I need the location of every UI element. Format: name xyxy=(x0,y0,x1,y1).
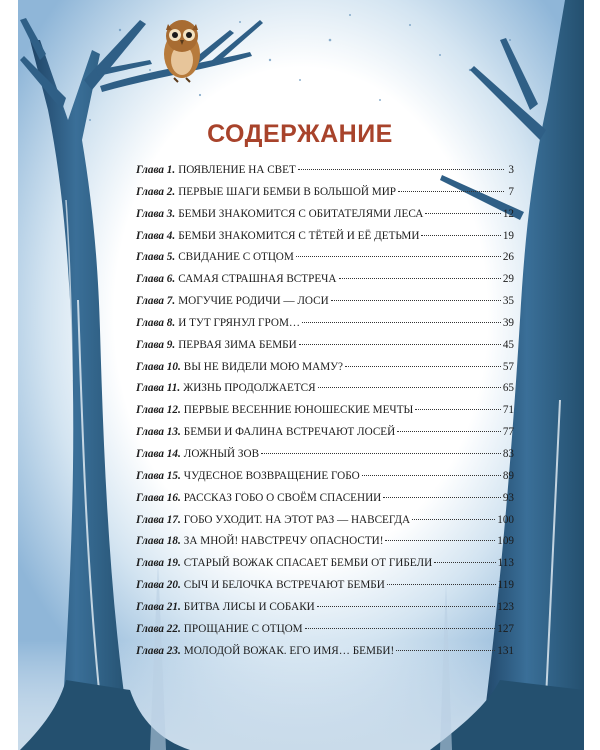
dot-leader xyxy=(385,540,495,541)
chapter-title: БЕМБИ ЗНАКОМИТСЯ С ОБИТАТЕЛЯМИ ЛЕСА xyxy=(178,207,424,220)
chapter-label: Глава 13. xyxy=(136,426,181,439)
page-number: 71 xyxy=(502,404,514,417)
page-number: 89 xyxy=(502,469,514,482)
toc-entry[interactable] xyxy=(136,382,514,404)
toc-entry[interactable] xyxy=(136,317,514,339)
page-number: 109 xyxy=(497,535,514,548)
dot-leader xyxy=(362,475,501,476)
chapter-title: ВЫ НЕ ВИДЕЛИ МОЮ МАМУ? xyxy=(183,360,344,373)
dot-leader xyxy=(331,300,501,301)
page-number: 57 xyxy=(502,360,514,373)
toc-entry[interactable] xyxy=(136,514,514,536)
toc-entry[interactable] xyxy=(136,230,514,252)
chapter-title: БЕМБИ ЗНАКОМИТСЯ С ТЁТЕЙ И ЕЁ ДЕТЬМИ xyxy=(178,229,420,242)
toc-entry[interactable] xyxy=(136,208,514,230)
dot-leader xyxy=(339,278,501,279)
chapter-title: МОЛОДОЙ ВОЖАК. ЕГО ИМЯ… БЕМБИ! xyxy=(183,644,395,657)
chapter-title: ПОЯВЛЕНИЕ НА СВЕТ xyxy=(178,164,296,176)
page-number: 93 xyxy=(502,491,514,504)
dot-leader xyxy=(387,584,496,585)
chapter-title: СТАРЫЙ ВОЖАК СПАСАЕТ БЕМБИ ОТ ГИБЕЛИ xyxy=(183,557,433,570)
page-number: 45 xyxy=(502,338,514,351)
dot-leader xyxy=(425,213,500,214)
chapter-label: Глава 18. xyxy=(136,535,181,548)
chapter-title: ГОБО УХОДИТ. НА ЭТОТ РАЗ — НАВСЕГДА xyxy=(183,513,411,526)
chapter-label: Глава 21. xyxy=(136,600,181,613)
page-number: 35 xyxy=(502,295,514,308)
page-number: 131 xyxy=(497,644,514,657)
toc-entry[interactable] xyxy=(136,426,514,448)
chapter-title: ПЕРВЫЕ ВЕСЕННИЕ ЮНОШЕСКИЕ МЕЧТЫ xyxy=(183,404,414,417)
dot-leader xyxy=(299,344,501,345)
page-number: 39 xyxy=(502,316,514,329)
chapter-title: САМАЯ СТРАШНАЯ ВСТРЕЧА xyxy=(178,273,337,286)
page-number: 12 xyxy=(502,207,514,220)
toc-entry[interactable] xyxy=(136,339,514,361)
dot-leader xyxy=(305,628,496,629)
page-number: 113 xyxy=(497,557,514,570)
chapter-title: СЫЧ И БЕЛОЧКА ВСТРЕЧАЮТ БЕМБИ xyxy=(183,579,385,592)
dot-leader xyxy=(398,191,504,192)
chapter-label: Глава 16. xyxy=(136,491,181,504)
toc-entry[interactable] xyxy=(136,404,514,426)
table-of-contents xyxy=(136,164,514,666)
chapter-label: Глава 12. xyxy=(136,404,181,417)
chapter-label: Глава 17. xyxy=(136,513,181,526)
page-number: 65 xyxy=(502,382,514,395)
chapter-label: Глава 4. xyxy=(136,229,176,242)
chapter-label: Глава 7. xyxy=(136,295,176,308)
toc-entry[interactable] xyxy=(136,623,514,645)
toc-entry[interactable] xyxy=(136,361,514,383)
page-number: 19 xyxy=(502,229,514,242)
chapter-title: РАССКАЗ ГОБО О СВОЁМ СПАСЕНИИ xyxy=(183,491,382,504)
chapter-title: ПЕРВЫЕ ШАГИ БЕМБИ В БОЛЬШОЙ МИР xyxy=(178,185,397,198)
toc-entry[interactable] xyxy=(136,645,514,667)
chapter-label: Глава 15. xyxy=(136,469,181,482)
page-title: СОДЕРЖАНИЕ xyxy=(207,120,393,148)
toc-entry[interactable] xyxy=(136,492,514,514)
page-number: 3 xyxy=(508,164,514,176)
dot-leader xyxy=(302,322,501,323)
chapter-label: Глава 9. xyxy=(136,338,176,351)
toc-entry[interactable] xyxy=(136,295,514,317)
dot-leader xyxy=(318,387,501,388)
chapter-label: Глава 11. xyxy=(136,382,181,395)
toc-entry[interactable] xyxy=(136,186,514,208)
chapter-title: МОГУЧИЕ РОДИЧИ — ЛОСИ xyxy=(178,295,329,308)
dot-leader xyxy=(383,497,501,498)
toc-entry[interactable] xyxy=(136,164,514,186)
chapter-label: Глава 20. xyxy=(136,579,181,592)
chapter-label: Глава 5. xyxy=(136,251,176,264)
page-number: 100 xyxy=(497,513,514,526)
chapter-label: Глава 8. xyxy=(136,316,176,329)
toc-entry[interactable] xyxy=(136,579,514,601)
dot-leader xyxy=(415,409,501,410)
toc-entry[interactable] xyxy=(136,251,514,273)
dot-leader xyxy=(261,453,501,454)
page-number: 26 xyxy=(502,251,514,264)
toc-entry[interactable] xyxy=(136,470,514,492)
chapter-title: ЗА МНОЙ! НАВСТРЕЧУ ОПАСНОСТИ! xyxy=(183,535,384,548)
dot-leader xyxy=(412,519,495,520)
page-number: 127 xyxy=(497,622,514,635)
chapter-label: Глава 1. xyxy=(136,164,176,176)
page-number: 29 xyxy=(502,273,514,286)
toc-entry[interactable] xyxy=(136,557,514,579)
chapter-title: ПРОЩАНИЕ С ОТЦОМ xyxy=(183,622,303,635)
chapter-title: ЧУДЕСНОЕ ВОЗВРАЩЕНИЕ ГОБО xyxy=(183,469,360,482)
dot-leader xyxy=(298,169,504,170)
page-number: 77 xyxy=(502,426,514,439)
toc-entry[interactable] xyxy=(136,601,514,623)
dot-leader xyxy=(434,562,495,563)
toc-entry[interactable] xyxy=(136,535,514,557)
chapter-label: Глава 22. xyxy=(136,622,181,635)
chapter-label: Глава 10. xyxy=(136,360,181,373)
dot-leader xyxy=(396,650,495,651)
page-number: 119 xyxy=(497,579,514,592)
chapter-label: Глава 6. xyxy=(136,273,176,286)
chapter-title: БИТВА ЛИСЫ И СОБАКИ xyxy=(183,600,315,613)
dot-leader xyxy=(397,431,501,432)
page-number: 123 xyxy=(497,600,514,613)
dot-leader xyxy=(345,366,501,367)
dot-leader xyxy=(317,606,495,607)
toc-entry[interactable] xyxy=(136,448,514,470)
chapter-title: ЛОЖНЫЙ ЗОВ xyxy=(183,447,260,460)
chapter-label: Глава 3. xyxy=(136,207,176,220)
chapter-title: БЕМБИ И ФАЛИНА ВСТРЕЧАЮТ ЛОСЕЙ xyxy=(183,426,396,439)
toc-entry[interactable] xyxy=(136,273,514,295)
chapter-title: ЖИЗНЬ ПРОДОЛЖАЕТСЯ xyxy=(183,382,316,395)
chapter-label: Глава 23. xyxy=(136,644,181,657)
page-number: 83 xyxy=(502,447,514,460)
chapter-title: СВИДАНИЕ С ОТЦОМ xyxy=(178,251,294,264)
chapter-title: ПЕРВАЯ ЗИМА БЕМБИ xyxy=(178,338,297,351)
chapter-title: И ТУТ ГРЯНУЛ ГРОМ… xyxy=(178,316,301,329)
chapter-label: Глава 14. xyxy=(136,447,181,460)
chapter-label: Глава 19. xyxy=(136,557,181,570)
chapter-label: Глава 2. xyxy=(136,185,176,198)
dot-leader xyxy=(296,256,501,257)
dot-leader xyxy=(421,235,500,236)
page-number: 7 xyxy=(508,185,514,198)
